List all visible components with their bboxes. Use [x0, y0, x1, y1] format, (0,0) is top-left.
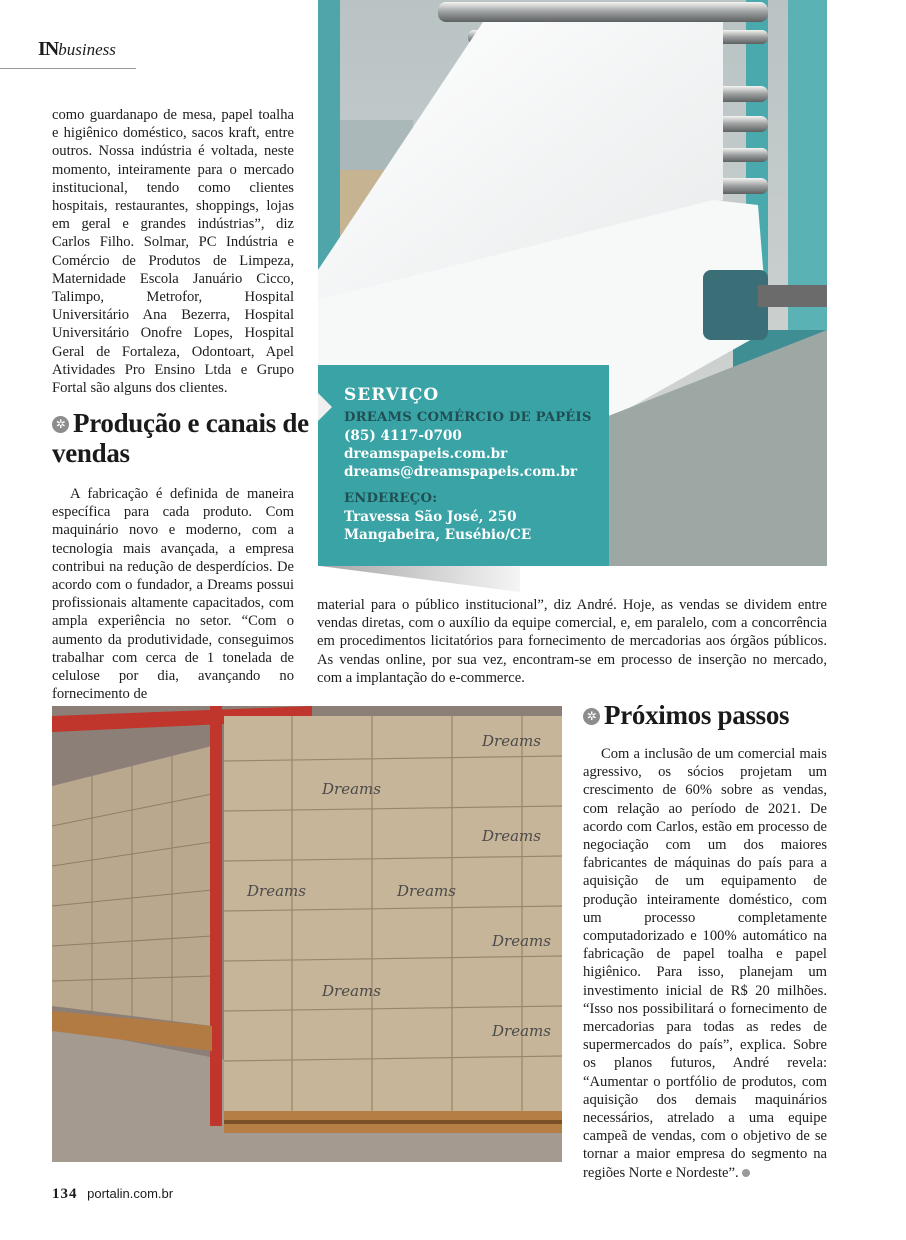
- box-logo: Dreams: [482, 732, 541, 750]
- box-logo: Dreams: [482, 827, 541, 845]
- page-number: 134: [52, 1186, 78, 1202]
- box-logo: Dreams: [492, 932, 551, 950]
- article-paragraph-producao: A fabricação é definida de maneira específica para cada produto. Com maquinário novo e moderno, com a tecnologia mais avançada, a empresa contribui na redução de desperdícios. De acordo com o fundador, a Dreams possui profissionais altamente capacitados, com ampla experiência no setor. “Com o aumento da produtividade, conseguimos trabalhar com cerca de 1 tonelada de celulose por dia, avançando no fornecimento de: [52, 486, 294, 703]
- service-address-label: ENDEREÇO:: [344, 491, 438, 506]
- service-box: [318, 365, 609, 566]
- end-of-article-icon: [742, 1169, 750, 1177]
- page-footer: [52, 1186, 173, 1203]
- warehouse-illustration: [52, 706, 562, 1162]
- service-address-line1: Travessa São José, 250: [344, 509, 517, 525]
- box-logo: Dreams: [397, 882, 456, 900]
- warehouse-photo: [52, 706, 562, 1162]
- header-rule: [0, 68, 136, 69]
- section-heading-producao: ✲ Produção e canais de vendas: [52, 408, 309, 468]
- service-phone: (85) 4117-0700: [344, 428, 462, 444]
- service-box-shadow: [320, 566, 520, 592]
- box-logo: Dreams: [322, 982, 381, 1000]
- service-company: DREAMS COMÉRCIO DE PAPÉIS: [344, 410, 592, 425]
- left-box-stack: [52, 746, 212, 1026]
- footer-site[interactable]: portalin.com.br: [87, 1186, 174, 1201]
- article-paragraph-proximos: Com a inclusão de um comercial mais agressivo, os sócios projetam um crescimento de 60% sobre as vendas, com relação ao período de 2021. De acordo com Carlos, estão em processo de negociação com um dos maiores fabricantes de máquinas do país para a aquisição de um equipamento de produção inteiramente doméstico, com um processo completamente computadorizado e 100% automático na fabricação de papel toalha e papel higiênico. Para isso, planejam um investimento inicial de R$ 20 milhões. “Isso nos possibilitará o fornecimento de mercadorias para todas as redes de supermercados do país”, explica. Sobre os planos futuros, André revela: “Aumentar o portfólio de produtos, com aquisição dos demais maquinários necessários, atrelado a uma equipe campeã de vendas, com o objetivo de se tornar a maior empresa do segmento na regiões Norte e Nordeste”.: [583, 746, 827, 1181]
- service-box-notch: [318, 393, 332, 421]
- service-address-line2: Mangabeira, Eusébio/CE: [344, 527, 532, 543]
- section-heading-proximos: ✲ Próximos passos: [583, 700, 833, 730]
- right-box-stack: [224, 716, 562, 1111]
- magazine-header: [38, 38, 138, 70]
- article-paragraph-vendas: material para o público institucional”, diz André. Hoje, as vendas se dividem entre vendas diretas, com o auxílio da equipe comercial, e, em paralelo, com a concorrência em procedimentos licitatórios para fornecimento de mercadorias aos órgãos públicos. As vendas online, por sua vez, encontram-se em processo de inserção no mercado, com a implantação do e-commerce.: [317, 597, 827, 686]
- box-logo: Dreams: [322, 780, 381, 798]
- service-title: SERVIÇO: [344, 385, 440, 405]
- box-logo: Dreams: [492, 1022, 551, 1040]
- brand-logo: INbusiness: [38, 38, 116, 60]
- service-website[interactable]: dreamspapeis.com.br: [344, 446, 508, 462]
- box-logo: Dreams: [247, 882, 306, 900]
- article-paragraph-clients: como guardanapo de mesa, papel toalha e higiênico doméstico, sacos kraft, entre outros. Nossa indústria é voltada, neste momento, inteiramente para o mercado institucional, tendo como clientes hospitais, restaurantes, shoppings, lojas em geral e grandes indústrias”, diz Carlos Filho. Solmar, PC Indústria e Comércio de Produtos de Limpeza, Maternidade Escola Januário Cicco, Talimpo, Metrofor, Hospital Universitário Ana Bezerra, Hospital Universitário Onofre Lopes, Hospital Geral de Fortaleza, Odontoart, Apel Atividades Pro Ensino Ltda e Grupo Fortal são alguns dos clientes.: [52, 107, 294, 397]
- section-bullet-icon: ✲: [52, 416, 69, 433]
- service-email[interactable]: dreams@dreamspapeis.com.br: [344, 464, 578, 480]
- section-bullet-icon: ✲: [583, 708, 600, 725]
